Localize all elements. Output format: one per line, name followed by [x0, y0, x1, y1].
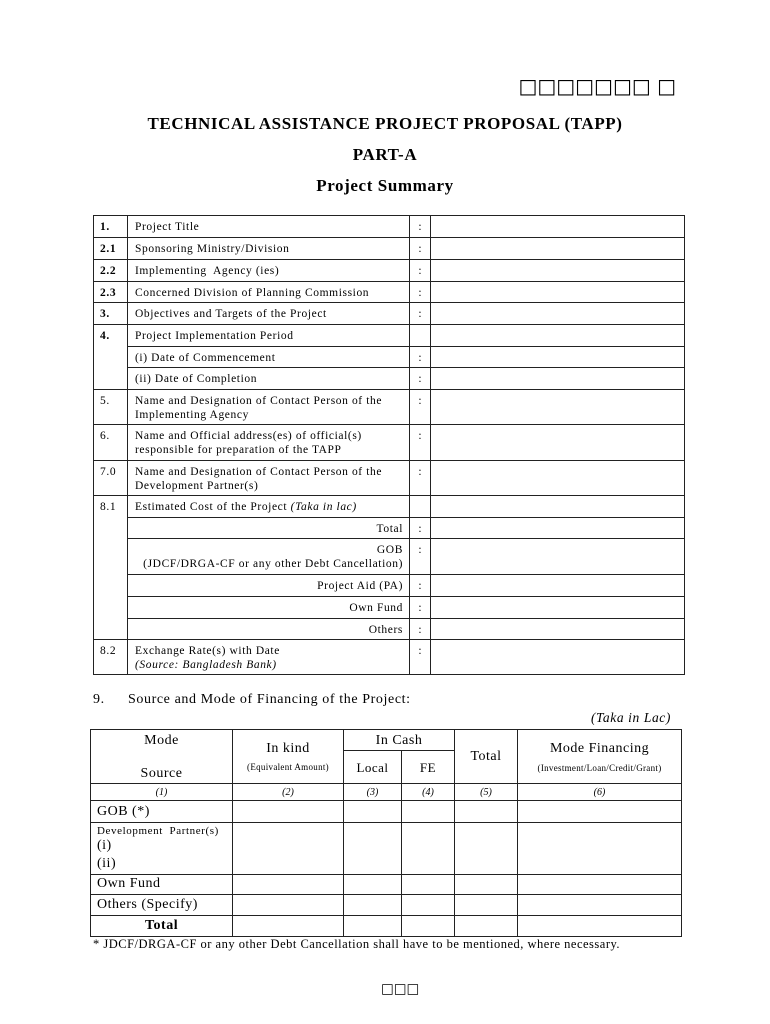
data-cell [402, 823, 455, 875]
data-cell [518, 916, 682, 937]
item-label-line: Implementing Agency [135, 409, 249, 421]
column-number: (4) [402, 784, 455, 801]
section-heading: Project Summary [316, 176, 454, 195]
source-note: (Source: Bangladesh Bank) [135, 659, 277, 671]
item-label: (i) Date of Commencement [128, 347, 410, 368]
summary-row-contact-partner [94, 461, 685, 496]
value-cell [431, 539, 685, 575]
item-label [128, 425, 410, 461]
item-number: 2.1 [94, 238, 128, 260]
project-summary-table [93, 215, 685, 675]
value-cell [431, 640, 685, 675]
item-label: Own Fund [128, 597, 410, 619]
colon-separator [410, 325, 431, 347]
value-cell [431, 368, 685, 390]
colon-separator: : [410, 216, 431, 238]
summary-row-cost-gob [94, 539, 685, 575]
data-cell [233, 875, 344, 895]
colon-separator: : [410, 597, 431, 619]
item-label-line: Exchange Rate(s) with Date [135, 645, 280, 657]
column-number: (5) [455, 784, 518, 801]
fe-header: FE [402, 751, 455, 784]
item-number: 7.0 [94, 461, 128, 496]
item-label: Implementing Agency (ies) [128, 260, 410, 282]
row-label: Total [91, 916, 233, 937]
summary-row-cost-others [94, 619, 685, 640]
colon-separator: : [410, 260, 431, 282]
item-label-line: Name and Designation of Contact Person of the [135, 466, 383, 478]
mode-source-header [91, 730, 233, 784]
summary-row-cost-project-aid [94, 575, 685, 597]
item-label-text: Estimated Cost of the Project [135, 501, 288, 513]
item-label-line: Name and Official address(es) of official(s) [135, 430, 362, 442]
data-cell [344, 895, 402, 916]
colon-separator: : [410, 518, 431, 539]
data-cell [233, 895, 344, 916]
item-label [128, 390, 410, 425]
row-label: Others (Specify) [91, 895, 233, 916]
item-label: Project Implementation Period [128, 325, 410, 347]
column-number: (2) [233, 784, 344, 801]
total-header: Total [455, 730, 518, 784]
colon-separator: : [410, 390, 431, 425]
colon-separator: : [410, 640, 431, 675]
value-cell [431, 282, 685, 303]
row-total [91, 916, 682, 937]
data-cell [344, 916, 402, 937]
summary-row-project-title [94, 216, 685, 238]
item-label [128, 496, 410, 518]
summary-row-exchange-rate [94, 640, 685, 675]
data-cell [518, 875, 682, 895]
summary-row-estimated-cost [94, 496, 685, 518]
value-cell [431, 347, 685, 368]
row-development-partner [91, 823, 682, 875]
data-cell [518, 823, 682, 875]
item-label-line: responsible for preparation of the TAPP [135, 444, 342, 456]
in-cash-header: In Cash [344, 730, 455, 751]
item-label: Others [128, 619, 410, 640]
row-label: GOB (*) [91, 801, 233, 823]
item-label: Project Aid (PA) [128, 575, 410, 597]
data-cell [233, 916, 344, 937]
footnote: * JDCF/DRGA-CF or any other Debt Cancellation shall have to be mentioned, where necessary. [93, 937, 621, 951]
in-kind-label: In kind [266, 741, 310, 756]
summary-row-contact-agency [94, 390, 685, 425]
item-label: (ii) Date of Completion [128, 368, 410, 390]
part-heading: PART-A [352, 145, 418, 164]
column-number: (6) [518, 784, 682, 801]
item-label-line: Development Partner(s) [135, 480, 259, 492]
financing-table [90, 729, 682, 937]
mode-label: Mode [144, 733, 179, 748]
row-gob [91, 801, 682, 823]
item-number: 3. [94, 303, 128, 325]
item-number: 2.2 [94, 260, 128, 282]
colon-separator: : [410, 619, 431, 640]
data-cell [402, 875, 455, 895]
item-number: 4. [94, 325, 128, 390]
partner-item-ii: (ii) [97, 856, 117, 871]
section-number: 9. [93, 692, 105, 707]
item-label: Project Title [128, 216, 410, 238]
colon-separator: : [410, 303, 431, 325]
item-label: Total [128, 518, 410, 539]
value-cell [431, 325, 685, 347]
local-header: Local [344, 751, 402, 784]
row-label: Own Fund [91, 875, 233, 895]
item-label-line: Name and Designation of Contact Person of the [135, 395, 383, 407]
data-cell [402, 895, 455, 916]
data-cell [455, 895, 518, 916]
data-cell [455, 916, 518, 937]
partner-item-i: (i) [97, 838, 112, 853]
item-number: 8.2 [94, 640, 128, 675]
column-number: (1) [91, 784, 233, 801]
unit-note: (Taka in lac) [290, 501, 357, 513]
value-cell [431, 216, 685, 238]
item-label-line: GOB [376, 544, 403, 556]
value-cell [431, 597, 685, 619]
colon-separator: : [410, 539, 431, 575]
page-number: □□□ [381, 981, 420, 997]
colon-separator: : [410, 461, 431, 496]
colon-separator: : [410, 347, 431, 368]
item-number: 1. [94, 216, 128, 238]
data-cell [233, 823, 344, 875]
source-label: Source [140, 766, 183, 781]
item-label-line: (JDCF/DRGA-CF or any other Debt Cancellation) [143, 558, 403, 570]
summary-row-cost-own-fund [94, 597, 685, 619]
in-kind-header [233, 730, 344, 784]
item-label [128, 640, 410, 675]
summary-row-planning-division [94, 282, 685, 303]
summary-row-objectives [94, 303, 685, 325]
value-cell [431, 461, 685, 496]
data-cell [518, 895, 682, 916]
item-label: Sponsoring Ministry/Division [128, 238, 410, 260]
data-cell [518, 801, 682, 823]
data-cell [402, 801, 455, 823]
colon-separator: : [410, 282, 431, 303]
data-cell [344, 875, 402, 895]
colon-separator: : [410, 425, 431, 461]
data-cell [455, 875, 518, 895]
financing-heading: Source and Mode of Financing of the Project: [128, 692, 411, 707]
row-label [91, 823, 233, 875]
data-cell [402, 916, 455, 937]
column-number: (3) [344, 784, 402, 801]
mode-financing-header [518, 730, 682, 784]
data-cell [344, 801, 402, 823]
item-number: 8.1 [94, 496, 128, 640]
value-cell [431, 496, 685, 518]
summary-row-official-address [94, 425, 685, 461]
mode-financing-label: Mode Financing [549, 741, 650, 756]
value-cell [431, 303, 685, 325]
unit-note: (Taka in Lac) [590, 710, 671, 725]
value-cell [431, 260, 685, 282]
value-cell [431, 390, 685, 425]
value-cell [431, 575, 685, 597]
summary-row-implementing-agency [94, 260, 685, 282]
in-kind-note: (Equivalent Amount) [247, 762, 329, 772]
row-others [91, 895, 682, 916]
item-label [128, 539, 410, 575]
summary-row-sponsoring-ministry [94, 238, 685, 260]
item-number: 5. [94, 390, 128, 425]
row-own-fund [91, 875, 682, 895]
summary-row-cost-total [94, 518, 685, 539]
value-cell [431, 619, 685, 640]
value-cell [431, 238, 685, 260]
value-cell [431, 425, 685, 461]
summary-row-date-commencement [94, 347, 685, 368]
data-cell [455, 823, 518, 875]
development-partner-label: Development Partner(s) [97, 825, 219, 837]
summary-row-date-completion [94, 368, 685, 390]
item-label: Objectives and Targets of the Project [128, 303, 410, 325]
data-cell [455, 801, 518, 823]
column-number-row [91, 784, 682, 801]
data-cell [233, 801, 344, 823]
colon-separator: : [410, 368, 431, 390]
data-cell [344, 823, 402, 875]
colon-separator: : [410, 575, 431, 597]
item-number: 2.3 [94, 282, 128, 303]
item-label: Concerned Division of Planning Commission [128, 282, 410, 303]
colon-separator: : [410, 238, 431, 260]
summary-row-implementation-period [94, 325, 685, 347]
document-title: TECHNICAL ASSISTANCE PROJECT PROPOSAL (TAPP) [147, 114, 623, 133]
header-code: □□□□□□□ □ [518, 74, 676, 98]
item-number: 6. [94, 425, 128, 461]
value-cell [431, 518, 685, 539]
mode-financing-note: (Investment/Loan/Credit/Grant) [537, 763, 662, 773]
item-label [128, 461, 410, 496]
header-row [91, 730, 682, 751]
colon-separator [410, 496, 431, 518]
